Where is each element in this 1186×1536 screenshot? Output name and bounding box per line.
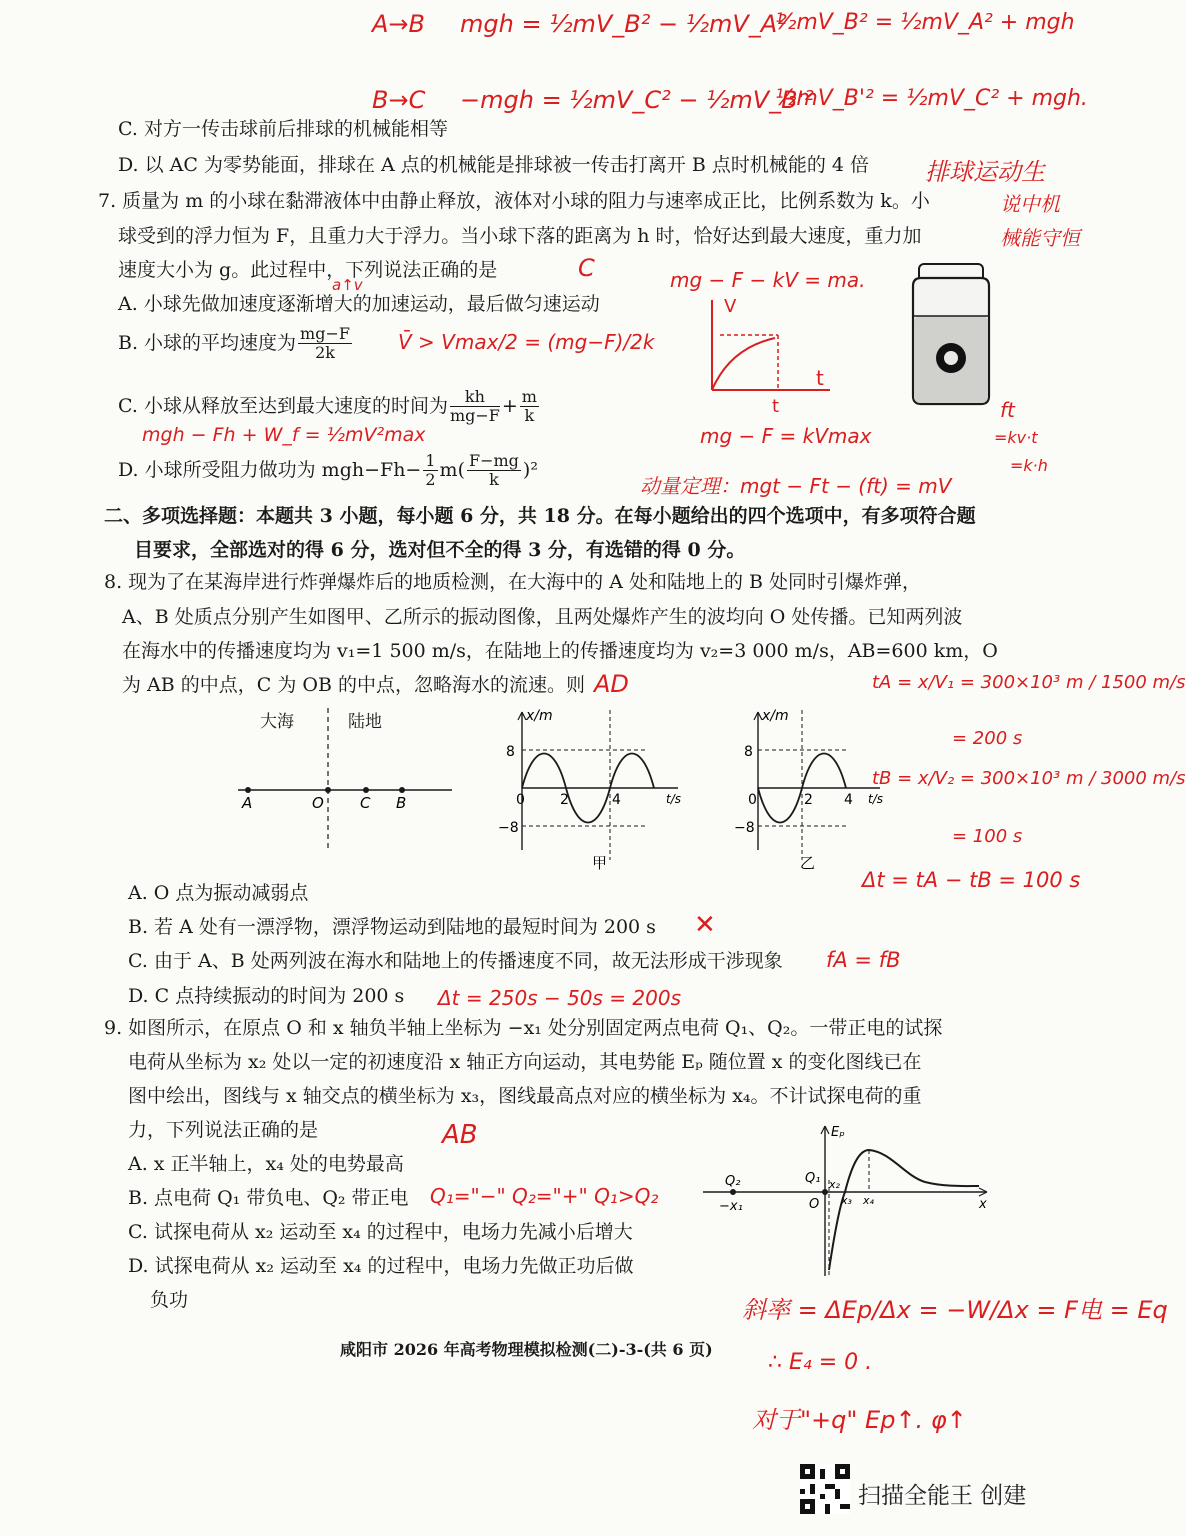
q8-stem-line3: 在海水中的传播速度均为 v₁=1 500 m/s，在陆地上的传播速度均为 v₂=3 000 m/s，AB=600 km，O <box>122 640 998 662</box>
hw-q9-positive: 对于"+q" Ep↑. φ↑ <box>752 1406 967 1434</box>
tick-4: 4 <box>612 792 621 808</box>
label-sea: 大海 <box>260 712 294 732</box>
hw-q7-vt-sketch <box>690 290 850 420</box>
plus-sign: + <box>501 394 518 417</box>
q7-option-c-fraction2 <box>520 388 539 426</box>
q8-option-b: B. 若 A 处有一漂浮物，漂浮物运动到陆地的最短时间为 200 s <box>128 916 656 938</box>
scanner-watermark: 扫描全能王 创建 <box>858 1483 1027 1509</box>
hw-q7-newton: mg − F − kV = ma. <box>670 268 866 292</box>
fraction-denominator: 2 <box>425 470 436 490</box>
label-yi: 乙 <box>800 854 816 872</box>
hw-bc-eq1: −mgh = ½mV_C² − ½mV_B'² <box>460 86 814 114</box>
hw-q9-charges: Q₁="−" Q₂="+" Q₁>Q₂ <box>430 1184 659 1208</box>
q7-option-d-fraction <box>467 452 521 490</box>
q7-option-d-m: m( <box>439 458 465 481</box>
q7-option-d-half <box>423 452 437 490</box>
point-o: O <box>312 794 324 812</box>
q7-option-b-fraction <box>298 325 352 363</box>
beaker-figure <box>905 258 997 406</box>
label-x2: x₂ <box>829 1178 840 1191</box>
hw-q7-answer: C <box>578 254 595 282</box>
label-x3: x₃ <box>841 1194 852 1207</box>
hw-q8-wrong-mark: ✕ <box>694 910 716 940</box>
q9-ep-graph <box>695 1120 995 1280</box>
q9-option-c: C. 试探电荷从 x₂ 运动至 x₄ 的过程中，电场力先减小后增大 <box>128 1221 633 1243</box>
label-q2: Q₂ <box>725 1174 741 1189</box>
label-origin: O <box>809 1197 820 1212</box>
hw-q8-tb-result: = 100 s <box>952 826 1023 847</box>
hw-q9-e4: ∴ E₄ = 0 . <box>768 1350 873 1375</box>
point-a: A <box>242 794 253 812</box>
tick-neg8: −8 <box>498 820 519 836</box>
q7-option-c <box>118 388 541 426</box>
q7-option-c-text: C. 小球从释放至达到最大速度的时间为 <box>118 394 448 417</box>
q9-option-d-cont: 负功 <box>150 1289 189 1311</box>
q9-stem-line1: 9. 如图所示，在原点 O 和 x 轴负半轴上坐标为 −x₁ 处分别固定两点电荷 Q₁、Q₂。一带正电的试探 <box>104 1017 943 1039</box>
tick-8: 8 <box>744 744 753 760</box>
hw-q7-vmax: mg − F = kVmax <box>700 424 872 448</box>
q8-stem-line4: 为 AB 的中点，C 为 OB 的中点，忽略海水的流速。则 <box>122 674 585 696</box>
hw-q7-ft2: =kv·t <box>994 428 1038 447</box>
fraction-numerator: m <box>521 387 537 406</box>
hw-bc-label: B→C <box>372 86 426 114</box>
hw-ab-eq2: ½mV_B² = ½mV_A² + mgh <box>775 10 1075 35</box>
q8-graph-jia <box>490 700 690 875</box>
tick-2: 2 <box>560 792 569 808</box>
hw-q9-slope: 斜率 = ΔEp/Δx = −W/Δx = F电 = Eq <box>742 1296 1168 1324</box>
hw-q8-ta: tA = x/V₁ = 300×10³ m / 1500 m/s <box>872 672 1186 693</box>
hw-q8-dtc: Δt = 250s − 50s = 200s <box>438 986 681 1010</box>
hw-q7-v-axis: V <box>724 296 737 317</box>
section2-heading-line1: 二、多项选择题：本题共 3 小题，每小题 6 分，共 18 分。在每小题给出的四个选项中，有多项符合题 <box>104 505 976 527</box>
q8-position-diagram <box>230 700 460 850</box>
hw-q8-answer: AD <box>594 670 629 698</box>
tick-2: 2 <box>804 792 813 808</box>
label-x-axis: x <box>979 1197 987 1212</box>
q8-graph-yi <box>722 700 892 875</box>
q8-option-d: D. C 点持续振动的时间为 200 s <box>128 985 405 1007</box>
page-footer: 咸阳市 2026 年高考物理模拟检测(二)-3-(共 6 页) <box>340 1340 713 1359</box>
hw-ab-eq1: mgh = ½mV_B² − ½mV_A² <box>460 10 787 38</box>
hw-q7-avg-velocity: V̄ > Vmax/2 = (mg−F)/2k <box>398 330 655 354</box>
hw-q7-ft1: ft <box>1000 398 1015 422</box>
fraction-numerator: mg−F <box>300 324 350 343</box>
point-c: C <box>360 794 371 812</box>
fraction-numerator: F−mg <box>468 451 519 470</box>
tick-8: 8 <box>506 744 515 760</box>
tick-0: 0 <box>516 792 525 808</box>
q7-option-a: A. 小球先做加速度逐渐增大的加速运动，最后做匀速运动 <box>118 293 600 315</box>
q9-option-a: A. x 正半轴上，x₄ 处的电势最高 <box>128 1153 404 1175</box>
q7-option-b-text: B. 小球的平均速度为 <box>118 331 297 354</box>
q7-stem-line1: 7. 质量为 m 的小球在黏滞液体中由静止释放，液体对小球的阻力与速率成正比，比例系数为 k。小 <box>98 190 930 212</box>
q8-option-a: A. O 点为振动减弱点 <box>128 882 309 904</box>
q7-option-d-square: )² <box>522 458 538 481</box>
axis-x-m: x/m <box>526 708 553 724</box>
hw-bc-eq2: ½mV_B'² = ½mV_C² + mgh. <box>775 86 1088 111</box>
fraction-numerator: kh <box>450 388 500 407</box>
qr-code-icon <box>800 1464 850 1514</box>
q9-stem-line4: 力，下列说法正确的是 <box>128 1119 319 1141</box>
q6-option-d: D. 以 AC 为零势能面，排球在 A 点的机械能是排球被一传击打离开 B 点时机械能的 4 倍 <box>118 154 869 176</box>
axis-t-s: t/s <box>666 792 681 806</box>
fraction-denominator: mg−F <box>449 406 500 426</box>
hw-side-q7b: 械能守恒 <box>1000 226 1080 250</box>
q9-option-b: B. 点电荷 Q₁ 带负电、Q₂ 带正电 <box>128 1187 409 1209</box>
q7-option-d-text: D. 小球所受阻力做功为 mgh−Fh− <box>118 458 422 481</box>
axis-x-m: x/m <box>762 708 789 724</box>
q8-option-c: C. 由于 A、B 处两列波在海水和陆地上的传播速度不同，故无法形成干涉现象 <box>128 950 783 972</box>
label-q1: Q₁ <box>805 1171 821 1186</box>
hw-side-q6: 排球运动生 <box>925 158 1045 186</box>
hw-q7-ft3: =k·h <box>1010 456 1048 475</box>
q7-stem-line2: 球受到的浮力恒为 F，且重力大于浮力。当小球下落的距离为 h 时，恰好达到最大速度，重力加 <box>118 225 922 247</box>
label-jia: 甲 <box>592 854 608 872</box>
label-x4: x₄ <box>863 1194 874 1207</box>
tick-0: 0 <box>748 792 757 808</box>
q7-option-b <box>118 325 354 363</box>
axis-ep: Eₚ <box>831 1125 845 1140</box>
label-neg-x1: −x₁ <box>719 1199 743 1214</box>
fraction-numerator: 1 <box>425 451 436 470</box>
fraction-denominator: k <box>489 470 499 490</box>
hw-q7-energy: mgh − Fh + W_f = ½mV²max <box>142 424 426 446</box>
tick-4: 4 <box>844 792 853 808</box>
tick-neg8: −8 <box>734 820 755 836</box>
hw-q8-dt: Δt = tA − tB = 100 s <box>862 868 1081 892</box>
axis-t-s: t/s <box>868 792 883 806</box>
point-b: B <box>396 794 407 812</box>
q9-option-d: D. 试探电荷从 x₂ 运动至 x₄ 的过程中，电场力先做正功后做 <box>128 1255 634 1277</box>
q8-stem-line2: A、B 处质点分别产生如图甲、乙所示的振动图像，且两处爆炸产生的波均向 O 处传播。已知两列波 <box>122 606 963 628</box>
label-land: 陆地 <box>348 712 382 732</box>
hw-q7-impulse: 动量定理：mgt − Ft − (ft) = mV <box>640 474 952 498</box>
q8-stem-line1: 8. 现为了在某海岸进行炸弹爆炸后的地质检测，在大海中的 A 处和陆地上的 B 处同时引爆炸弹， <box>104 571 922 593</box>
hw-q8-fafb: fA = fB <box>826 948 901 972</box>
hw-q7-av: a↑v <box>332 276 363 294</box>
hw-ab-label: A→B <box>372 10 425 38</box>
q6-option-c: C. 对方一传击球前后排球的机械能相等 <box>118 118 448 140</box>
hw-q7-t-mark: t <box>772 396 780 417</box>
q7-stem-line3: 速度大小为 g。此过程中，下列说法正确的是 <box>118 259 498 281</box>
q9-stem-line2: 电荷从坐标为 x₂ 处以一定的初速度沿 x 轴正方向运动，其电势能 Eₚ 随位置 x 的变化图线已在 <box>128 1051 922 1073</box>
q7-option-c-fraction1 <box>450 388 500 426</box>
hw-q7-t-axis: t <box>816 366 824 390</box>
q7-option-d <box>118 452 538 490</box>
q9-stem-line3: 图中绘出，图线与 x 轴交点的横坐标为 x₃，图线最高点对应的横坐标为 x₄。不计试探电荷的重 <box>128 1085 922 1107</box>
section2-heading-line2: 目要求，全部选对的得 6 分，选对但不全的得 3 分，有选错的得 0 分。 <box>134 539 746 561</box>
hw-q8-ta-result: = 200 s <box>952 728 1023 749</box>
hw-q8-tb: tB = x/V₂ = 300×10³ m / 3000 m/s <box>872 768 1186 789</box>
fraction-denominator: k <box>524 406 535 426</box>
fraction-denominator: 2k <box>315 343 335 363</box>
hw-side-q7a: 说中机 <box>1000 192 1060 216</box>
hw-q9-answer: AB <box>442 1120 478 1150</box>
